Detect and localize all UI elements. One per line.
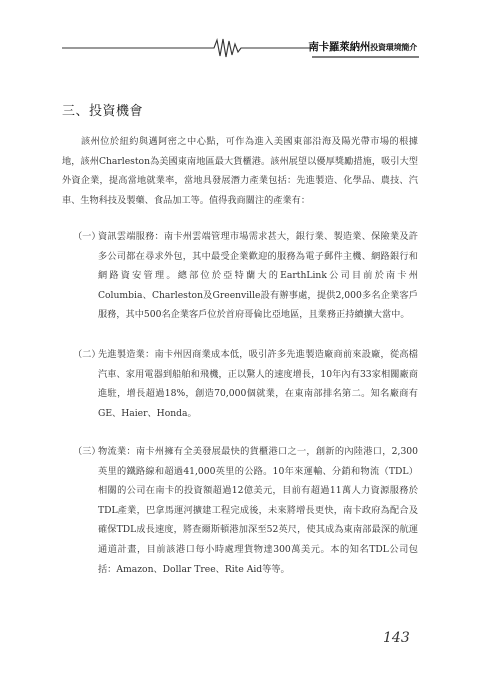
list-item-number: （三） [73, 446, 101, 457]
list-item-1 [62, 227, 418, 325]
intro-paragraph: 該州位於紐約與邁阿密之中心點，可作為進入美國東部沿海及陽光帶市場的根據地，該州Charleston為美國東南地區最大貨櫃港。該州展望以優厚獎勵措施，吸引大型外資企業，提高當地就業率，當地具發展潛力產業包括：先進製造、化學品、農技、汽車、生物科技及製藥、食品加工等。值得我商關注的產業有： [62, 136, 418, 206]
list-item-text: 物流業：南卡州擁有全美發展最快的貨櫃港口之一，創新的內陸港口，2,300英里的鐵路線和超過41,000英里的公路。10年來運輸、分銷和物流（TDL）相關的公司在南卡的投資額超過12億美元，目前有超過11萬人力資源服務於TDL產業，巴拿馬運河擴建工程完成後，未來將增長更快，南卡政府為配合及確保TDL成長速度，將查爾斯頓港加深至52英尺，使其成為東南部最深的航運通道計畫，目前該港口每小時處理貨物達300萬美元。本的知名TDL公司包括：Amazon、Dollar Tree、Rite Aid等等。 [98, 446, 418, 575]
list-item-text: 先進製造業：南卡州因商業成本低，吸引許多先進製造廠商前來設廠，從高檔汽車、家用電器到船舶和飛機，正以驚人的速度增長，10年內有33家相關廠商進駐，增長超過18%，創造70,000個就業，在東南部排名第二。知名廠商有GE、Haier、Honda。 [98, 349, 418, 419]
list-item-3 [62, 442, 418, 579]
header-title: 南卡羅萊納州投資環境簡介 [308, 41, 417, 53]
list-item-2 [62, 345, 418, 423]
list-item-number: （一） [73, 231, 101, 242]
page-header [62, 36, 419, 60]
list-item-text: 資訊雲端服務：南卡州雲端管理市場需求甚大，銀行業、製造業、保險業及許多公司都在尋求外包，其中最受企業歡迎的服務為電子郵件主機、網路銀行和網路資安管理。總部位於亞特蘭大的EarthLink公司目前於南卡州Columbia、Charleston及Greenville設有辦事處，提供2,000多名企業客戶服務，其中500名企業客戶位於首府哥倫比亞地區，且業務正持續擴大當中。 [98, 231, 418, 321]
list-item-number: （二） [73, 349, 101, 360]
page-number: 143 [383, 630, 410, 646]
section-heading: 三、投資機會 [62, 104, 144, 119]
